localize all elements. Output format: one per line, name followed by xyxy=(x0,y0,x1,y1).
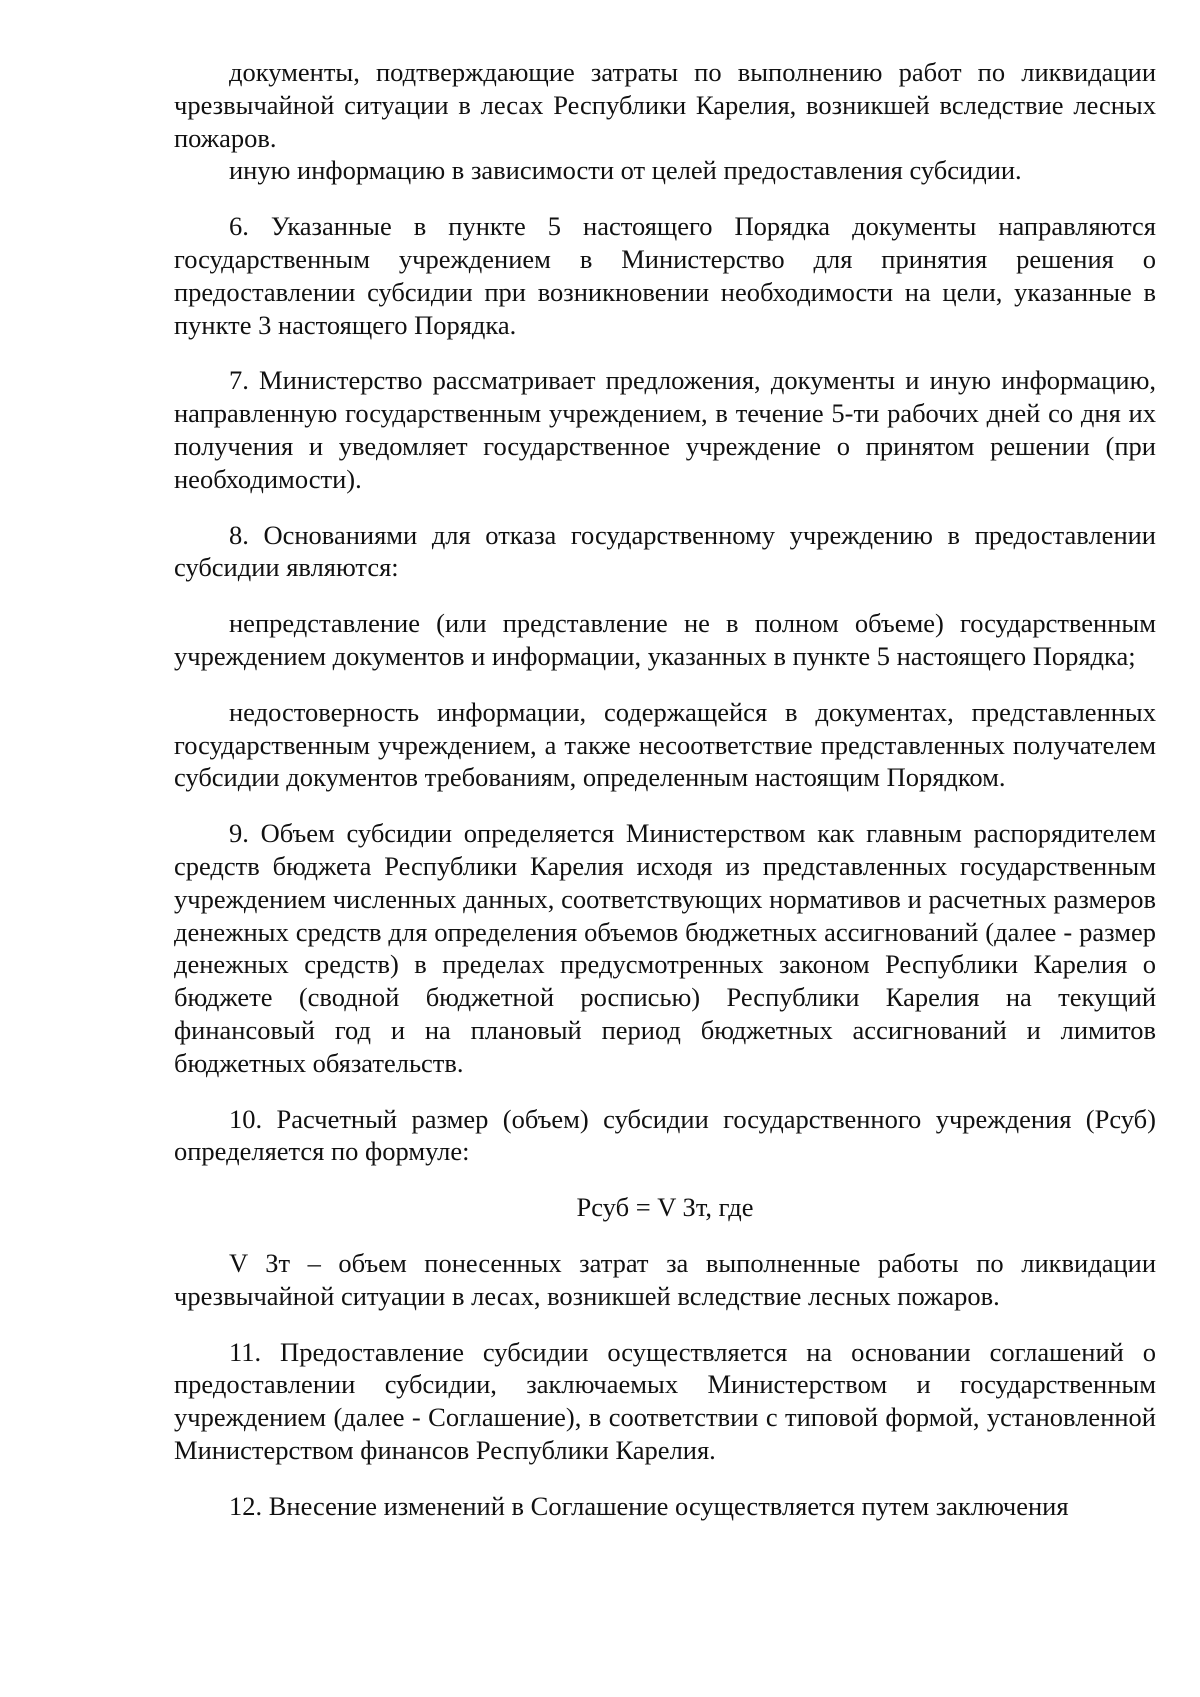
paragraph-item-11: 11. Предоставление субсидии осуществляется на основании соглашений о предоставлении субсидии, заключаемых Министерством и государственным учреждением (далее - Соглашение), в соответствии с типовой формой, установленной Министерством финансов Республики Карелия. xyxy=(174,1336,1156,1465)
paragraph-item-9: 9. Объем субсидии определяется Министерством как главным распорядителем средств бюджета Республики Карелия исходя из представленных государственным учреждением численных данных, соответствующих нормативов и расчетных размеров денежных средств для определения объемов бюджетных ассигнований (далее - размер денежных средств) в пределах предусмотренных законом Республики Карелия о бюджете (сводной бюджетной росписью) Республики Карелия на текущий финансовый год и на плановый период бюджетных ассигнований и лимитов бюджетных обязательств. xyxy=(174,818,1156,1078)
paragraph-item-6: 6. Указанные в пункте 5 настоящего Порядка документы направляются государственным учреждением в Министерство для принятия решения о предоставлении субсидии при возникновении необходимости на цели, указанные в пункте 3 настоящего Порядка. xyxy=(174,211,1156,340)
formula: Рсуб = V Зт, где xyxy=(576,1192,754,1223)
paragraph-other-info: иную информацию в зависимости от целей предоставления субсидии. xyxy=(229,155,1022,186)
paragraph-refusal-reason-1: непредставление (или представление не в полном объеме) государственным учреждением документов и информации, указанных в пункте 5 настоящего Порядка; xyxy=(174,608,1156,671)
paragraph-item-10: 10. Расчетный размер (объем) субсидии государственного учреждения (Рсуб) определяется по формуле: xyxy=(174,1103,1156,1167)
document-page xyxy=(174,56,1156,1522)
paragraph-item-12: 12. Внесение изменений в Соглашение осуществляется путем заключения xyxy=(229,1490,1069,1521)
paragraph-item-7: 7. Министерство рассматривает предложения, документы и иную информацию, направленную государственным учреждением, в течение 5-ти рабочих дней со дня их получения и уведомляет государственное учреждение о принятом решении (при необходимости). xyxy=(174,365,1156,494)
paragraph-formula-definition: V Зт – объем понесенных затрат за выполненные работы по ликвидации чрезвычайной ситуации в лесах, возникшей вследствие лесных пожаров. xyxy=(174,1247,1156,1311)
paragraph-documents-costs: документы, подтверждающие затраты по выполнению работ по ликвидации чрезвычайной ситуации в лесах Республики Карелия, возникшей вследствие лесных пожаров. xyxy=(174,57,1156,153)
paragraph-item-8: 8. Основаниями для отказа государственному учреждению в предоставлении субсидии являются: xyxy=(174,519,1156,583)
paragraph-refusal-reason-2: недостоверность информации, содержащейся в документах, представленных государственным учреждением, а также несоответствие представленных получателем субсидии документов требованиям, определенным настоящим Порядком. xyxy=(174,696,1156,793)
